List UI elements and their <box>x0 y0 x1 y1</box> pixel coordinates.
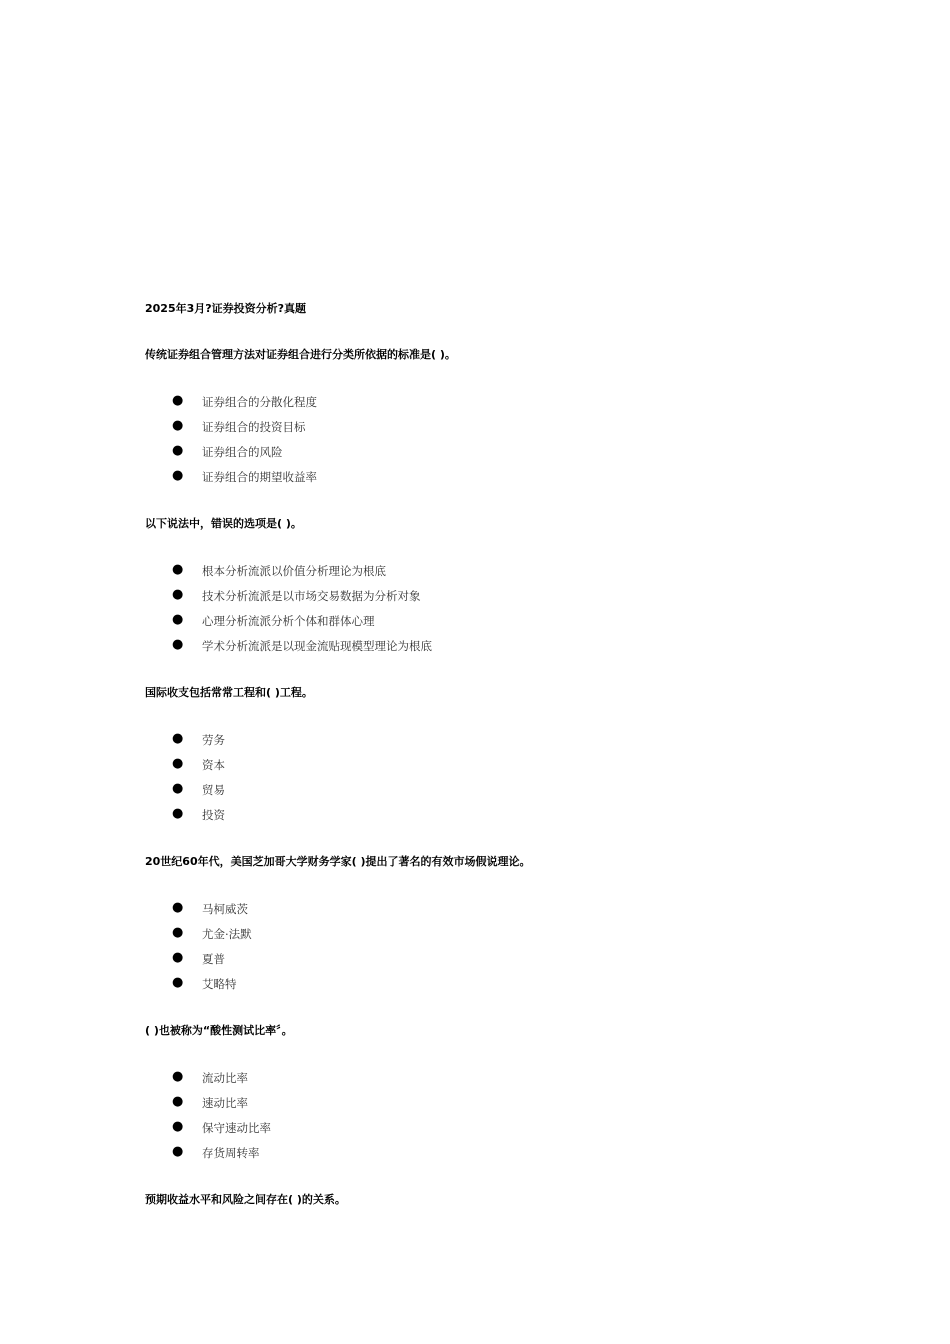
option-list <box>145 733 905 833</box>
bullet-icon: ● <box>172 562 184 577</box>
bullet-icon: ● <box>172 900 184 915</box>
document-title: 2025年3月?证券投资分析?真题 <box>145 302 307 315</box>
question-4 <box>145 855 905 1002</box>
option-item <box>145 445 905 470</box>
option-text: 根本分析流派以价值分析理论为根底 <box>202 564 386 578</box>
option-text: 存货周转率 <box>202 1146 260 1160</box>
bullet-icon: ● <box>172 1094 184 1109</box>
option-text: 证券组合的分散化程度 <box>202 395 317 409</box>
option-text: 劳务 <box>202 733 225 747</box>
question-3 <box>145 686 905 833</box>
option-item <box>145 395 905 420</box>
bullet-icon: ● <box>172 731 184 746</box>
bullet-icon: ● <box>172 1144 184 1159</box>
bullet-icon: ● <box>172 1119 184 1134</box>
bullet-icon: ● <box>172 393 184 408</box>
bullet-icon: ● <box>172 418 184 433</box>
question-2 <box>145 517 905 664</box>
option-item <box>145 639 905 664</box>
option-text: 技术分析流派是以市场交易数据为分析对象 <box>202 589 421 603</box>
question-text: 传统证券组合管理方法对证券组合进行分类所依据的标准是( )。 <box>145 348 456 361</box>
question-text: 以下说法中，错误的选项是( )。 <box>145 517 302 530</box>
option-item <box>145 1121 905 1146</box>
question-6 <box>145 1193 905 1207</box>
bullet-icon: ● <box>172 975 184 990</box>
option-list <box>145 564 905 664</box>
bullet-icon: ● <box>172 925 184 940</box>
question-text: 国际收支包括常常工程和( )工程。 <box>145 686 313 699</box>
question-text: ( )也被称为“酸性测试比率〞。 <box>145 1024 293 1037</box>
bullet-icon: ● <box>172 468 184 483</box>
option-item <box>145 470 905 495</box>
option-item <box>145 808 905 833</box>
option-item <box>145 783 905 808</box>
question-1 <box>145 348 905 495</box>
option-text: 学术分析流派是以现金流贴现模型理论为根底 <box>202 639 432 653</box>
option-item <box>145 1096 905 1121</box>
option-text: 艾略特 <box>202 977 237 991</box>
option-item <box>145 733 905 758</box>
bullet-icon: ● <box>172 806 184 821</box>
option-list <box>145 902 905 1002</box>
bullet-icon: ● <box>172 587 184 602</box>
question-5 <box>145 1024 905 1171</box>
option-text: 证券组合的期望收益率 <box>202 470 317 484</box>
bullet-icon: ● <box>172 950 184 965</box>
option-text: 马柯威茨 <box>202 902 248 916</box>
bullet-icon: ● <box>172 756 184 771</box>
option-text: 心理分析流派分析个体和群体心理 <box>202 614 375 628</box>
option-text: 保守速动比率 <box>202 1121 271 1135</box>
option-text: 证券组合的投资目标 <box>202 420 306 434</box>
question-text: 20世纪60年代，美国芝加哥大学财务学家( )提出了著名的有效市场假说理论。 <box>145 855 531 868</box>
option-item <box>145 977 905 1002</box>
option-list <box>145 1071 905 1171</box>
option-item <box>145 902 905 927</box>
option-text: 速动比率 <box>202 1096 248 1110</box>
option-text: 尤金·法默 <box>202 927 252 941</box>
option-text: 证券组合的风险 <box>202 445 283 459</box>
bullet-icon: ● <box>172 443 184 458</box>
question-text: 预期收益水平和风险之间存在( )的关系。 <box>145 1193 346 1206</box>
option-text: 贸易 <box>202 783 225 797</box>
option-list <box>145 395 905 495</box>
option-text: 资本 <box>202 758 225 772</box>
option-item <box>145 564 905 589</box>
bullet-icon: ● <box>172 637 184 652</box>
option-text: 投资 <box>202 808 225 822</box>
bullet-icon: ● <box>172 1069 184 1084</box>
option-text: 流动比率 <box>202 1071 248 1085</box>
bullet-icon: ● <box>172 612 184 627</box>
option-item <box>145 420 905 445</box>
option-item <box>145 589 905 614</box>
option-item <box>145 1071 905 1096</box>
bullet-icon: ● <box>172 781 184 796</box>
option-item <box>145 758 905 783</box>
option-item <box>145 952 905 977</box>
option-item <box>145 1146 905 1171</box>
option-item <box>145 614 905 639</box>
option-item <box>145 927 905 952</box>
option-text: 夏普 <box>202 952 225 966</box>
